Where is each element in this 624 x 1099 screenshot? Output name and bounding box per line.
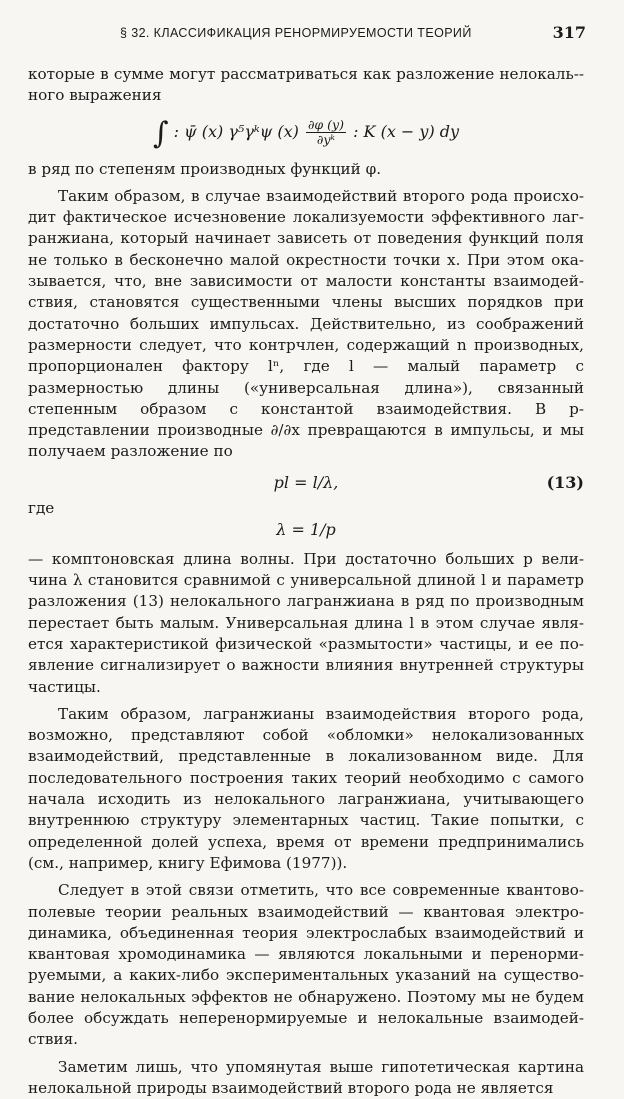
equation-13: [28, 471, 584, 495]
equation-lambda: λ = 1/p: [276, 519, 336, 539]
paragraph-3: Таким образом, в случае взаимодействий второго рода происходит фактическое исчезновение локализуемости эффективного лагранжиана, который начинает зависеть от поведения функций поля не только в бесконечно малой окрестности точки x. При этом оказывается, что, вне зависимости от малости константы взаимодействия, становятся существенными члены высших порядков при достаточно больших импульсах. Действительно, из соображений размерности следует, что контрчлен, содержащий n производных, пропорционален фактору lⁿ, где l — малый параметр с размерностью длины («универсальная длина»), связанный степенным образом с константой взаимодействия. В p-представлении производные ∂/∂x превращаются в импульсы, и мы получаем разложение по: [28, 186, 584, 461]
running-head: § 32. КЛАССИФИКАЦИЯ РЕНОРМИРУЕМОСТИ ТЕОРИЙ: [120, 26, 472, 40]
paragraph-2: в ряд по степеням производных функций φ.: [28, 159, 382, 178]
derivative-fraction: [306, 118, 346, 147]
page-body: [28, 64, 584, 1099]
integral-formula-right: : K (x − y) dy: [353, 121, 460, 141]
paragraph-6: Следует в этой связи отметить, что все современные квантовополевые теории реальных взаимодействий — квантовая электродинамика, объединенная теория электрослабых взаимодействий и квантовая хромодинамика — являются локальными и перенормируемыми, а каких-либо экспериментальных указаний на существование нелокальных эффектов не обнаружено. Поэтому мы не будем более обсуждать неперенормируемые и нелокальные взаимодействия.: [28, 881, 584, 1049]
fraction-denominator: ∂yᵏ: [316, 131, 335, 147]
paragraph-7: Заметим лишь, что упомянутая выше гипотетическая картина нелокальной природы взаимодействий второго рода не является: [28, 1057, 584, 1097]
integral-formula-left: : ψ̄ (x) γ⁵γᵏψ (x): [173, 121, 299, 141]
equation-13-expression: pl = l/λ,: [273, 472, 339, 492]
page-number: 317: [552, 23, 586, 42]
equation-13-number: (13): [546, 472, 584, 492]
integral-formula: [28, 115, 584, 151]
paragraph-4: — комптоновская длина волны. При достаточно больших p величина λ становится сравнимой с универсальной длиной l и параметр разложения (13) нелокального лагранжиана в ряд по производным перестает быть малым. Универсальная длина l в этом случае является характеристикой физической «размытости» частицы, и ее появление сигнализирует о важности влияния внутренней структуры частицы.: [28, 549, 584, 696]
integral-sign: ∫: [152, 115, 169, 151]
where-word: где: [28, 498, 55, 517]
paragraph-1: которые в сумме могут рассматриваться как разложение нелокаль-ного выражения: [28, 65, 584, 105]
page-header: [28, 22, 588, 44]
paragraph-5: Таким образом, лагранжианы взаимодействия второго рода, возможно, представляют собой «обломки» нелокализованных взаимодействий, представленные в локализованном виде. Для последовательного построения таких теорий необходимо с самого начала исходить из нелокального лагранжиана, учитывающего внутреннюю структуру элементарных частиц. Такие попытки, с определенной долей успеха, время от времени предпринимались (см., например, книгу Ефимова (1977)).: [28, 704, 584, 872]
fraction-numerator: ∂φ (y): [307, 116, 344, 132]
